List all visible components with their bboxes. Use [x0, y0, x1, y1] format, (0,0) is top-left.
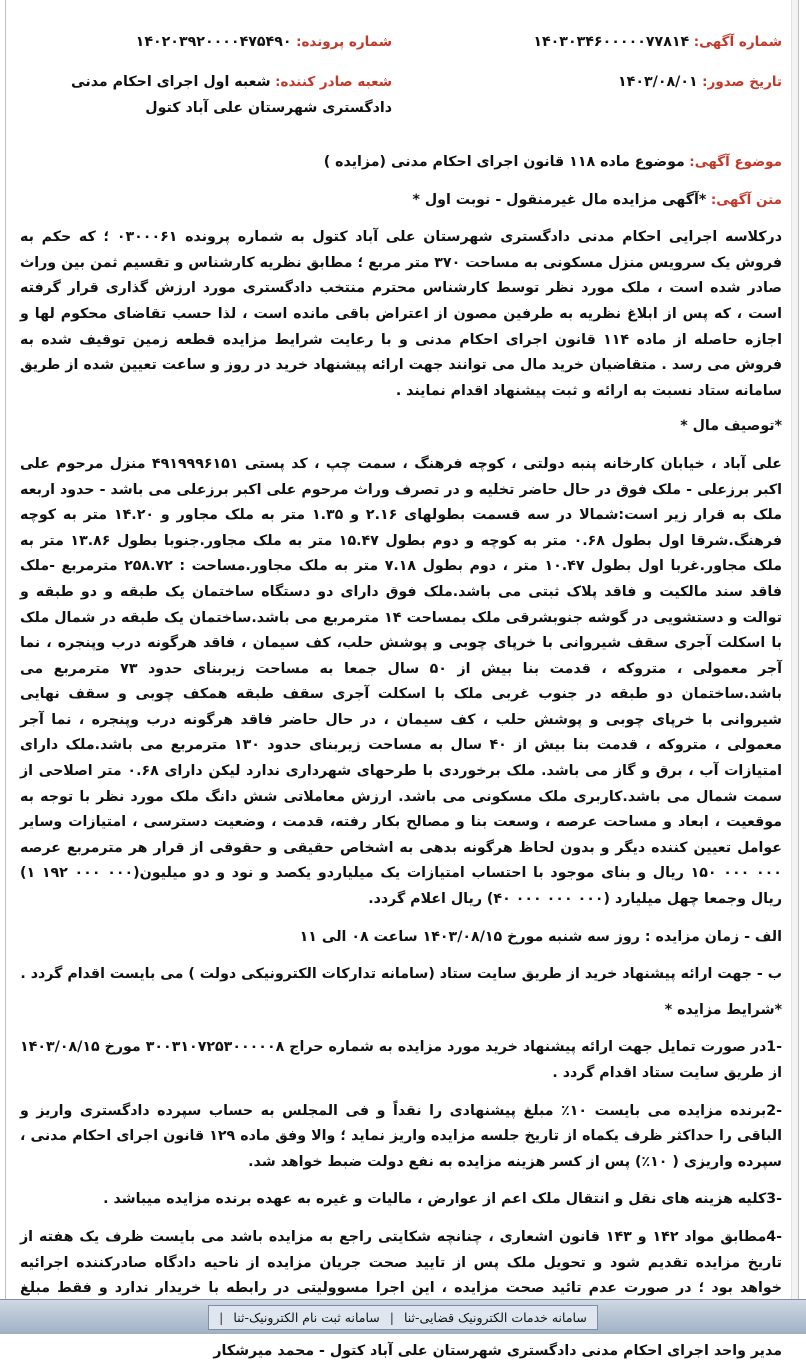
- issue-date-label: تاریخ صدور:: [702, 74, 782, 90]
- issuer-value: شعبه اول اجرای احکام مدنی دادگستری شهرستان علی آباد کتول: [71, 74, 392, 116]
- footer-separator: |: [389, 1309, 394, 1325]
- footer-separator-end: |: [219, 1309, 224, 1325]
- footer-link-sana-registration[interactable]: سامانه ثبت نام الکترونیک-ثنا: [233, 1309, 380, 1325]
- notice-meta: [20, 30, 782, 150]
- issuer: [2, 70, 392, 121]
- case-number: [136, 30, 392, 56]
- case-number-label: شماره پرونده:: [296, 34, 392, 50]
- condition-2: -2برنده مزایده می بایست ۱۰٪ مبلغ پیشنهادی را نقداً و فی المجلس به حساب سپرده دادگستری واریز و الباقی را حداکثر ظرف یکماه از تاریخ جلسه مزایده واریز نماید ؛ والا وفق ماده ۱۲۹ قانون اجرای احکام مدنی ، سپرده واریزی ( ۱۰٪) پس از کسر هزینه مزایده به نفع دولت ضبط خواهد شد.: [20, 1102, 782, 1170]
- footer-bar: [0, 1299, 806, 1334]
- auction-method: ب - جهت ارائه پیشنهاد خرید از طریق سایت ستاد (سامانه تدارکات الکترونیکی دولت ) می بایست اقدام گردد .: [20, 966, 782, 983]
- issue-date: [618, 70, 782, 96]
- footer-links: [208, 1305, 598, 1330]
- signature: مدیر واحد اجرای احکام مدنی دادگستری شهرستان علی آباد کتول - محمد میرشکار: [213, 1343, 782, 1360]
- notice-text-title: [20, 188, 782, 214]
- notice-subject: [20, 150, 782, 176]
- footer-link-sana-services[interactable]: سامانه خدمات الکترونیک قضایی-ثنا: [403, 1309, 587, 1325]
- subject-value: موضوع ماده ۱۱۸ قانون اجرای احکام مدنی (مزایده ): [323, 154, 685, 170]
- condition-4: -4مطابق مواد ۱۴۲ و ۱۴۳ قانون اشعاری ، چنانچه شکایتی راجع به مزایده باشد می بایست ظرف یک هفته از تاریخ مزایده تقدیم شود و تحویل ملک پس از تایید صحت جریان مزایده از ناحیه دادگاه صادرکننده اجرائیه خواهد بود ؛ در صورت عدم تائید صحت مزایده ، این اجرا مسوولیتی در رابطه با خریدار ندارد و فقط مبلغ: [20, 1228, 783, 1297]
- notice-number-value: ۱۴۰۳۰۳۴۶۰۰۰۰۰۷۷۸۱۴: [533, 34, 690, 50]
- subject-label: موضوع آگهی:: [689, 154, 782, 170]
- description-heading: *توصیف مال *: [680, 418, 782, 435]
- condition-1: -1در صورت تمایل جهت ارائه پیشنهاد خرید مورد مزایده به شماره حراج ۳۰۰۳۱۰۷۲۵۳۰۰۰۰۰۸ مورخ ۱۴۰۳/۰۸/۱۵ از طریق سایت ستاد اقدام گردد .: [20, 1039, 783, 1081]
- issue-date-value: ۱۴۰۳/۰۸/۰۱: [618, 74, 698, 90]
- notice-text-title-value: *آگهی مزایده مال غیرمنقول - نوبت اول *: [412, 191, 707, 208]
- conditions-heading: *شرایط مزایده *: [664, 1001, 782, 1018]
- notice-number: [533, 30, 782, 56]
- notice-content: [20, 30, 782, 1365]
- description-paragraph: علی آباد ، خیابان کارخانه پنبه دولتی ، کوچه فرهنگ ، سمت چپ ، کد پستی ۴۹۱۹۹۹۶۱۵۱ منزل مرحوم علی اکبر برزعلی - ملک فوق در حال حاضر تخلیه و در تصرف وراث مرحوم علی اکبر برزعلی می باشد - حدود اربعه ملک به قرار زیر است:شمالا در سه قسمت بطولهای ۲.۱۶ و ۱.۳۵ متر به ملک مجاور و ۱۴.۲۰ متر به کوچه فرهنگ.شرقا اول بطول ۰.۶۸ متر به کوچه و دوم بطول ۱۵.۴۷ متر به ملک مجاور.جنوبا بطول ۱۳.۸۶ متر به ملک مجاور.غربا اول بطول ۱۰.۴۷ متر ، دوم بطول ۷.۱۸ متر به ملک مجاور.مساحت : ۲۵۸.۷۲ مترمربع -ملک فاقد سند مالکیت و فاقد پلاک ثبتی می باشد.ملک فوق دارای دو دستگاه ساختمان یک طبقه و دو طبقه و توالت و دستشویی در گوشه جنوبشرقی ملک بمساحت ۱۴ مترمربع می باشد.ساختمان یک طبقه در شمال ملک با اسکلت آجری سقف شیروانی با خرپای چوبی و پوشش حلب، کف سیمان ، فاقد هرگونه درب وپنجره ، نما آجر معمولی ، متروکه ، قدمت بنا بیش از ۵۰ سال جمعا به مساحت زیربنای حدود ۷۳ مترمربع می باشد.ساختمان دو طبقه در جنوب غربی ملک با اسکلت آجری سقف طبقه همکف چوبی و سقف نهایی شیروانی با خرپای چوبی و پوشش حلب ، کف سیمان ، در حال حاضر فاقد هرگونه درب وپنجره ، نما آجر معمولی ، متروکه ، قدمت بنا بیش از ۴۰ سال به مساحت زیربنای حدود ۱۳۰ مترمربع می باشد.ملک دارای امتیازات آب ، برق و گاز می باشد. ملک برخوردی با طرحهای شهرداری ندارد لیکن دارای ۰.۶۸ متر اصلاحی از سمت شمال می باشد.کاربری ملک مسکونی می باشد. ارزش معاملاتی شش دانگ ملک مورد نظر با توجه به موقعیت ، ابعاد و مساحت عرصه ، وسعت بنا و مصالح بکار رفته، قدمت ، وضعیت دسترسی ، امتیازات وسایر عوامل تعیین کننده دیگر و بدون لحاظ هرگونه بدهی به اشخاص حقیقی و حقوقی از قرار هر مترمربع عرصه ۰۰۰ ۰۰۰ ۱۵۰ ریال و بنای موجود با احتساب امتیازات یک میلیاردو یکصد و نود و دو میلیون(۰۰۰ ۰۰۰ ۱۹۲ ۱) ریال وجمعا چهل میلیارد (۰۰۰ ۰۰۰ ۰۰۰ ۴۰) ریال اعلام گردد.: [20, 455, 783, 908]
- auction-time: الف - زمان مزایده : روز سه شنبه مورخ ۱۴۰۳/۰۸/۱۵ ساعت ۰۸ الی ۱۱: [299, 928, 782, 945]
- notice-number-label: شماره آگهی:: [693, 34, 782, 50]
- condition-3: -3کلیه هزینه های نقل و انتقال ملک اعم از عوارض ، مالیات و غیره به عهده برنده مزایده میباشد .: [103, 1191, 782, 1208]
- case-number-value: ۱۴۰۲۰۳۹۲۰۰۰۰۴۷۵۴۹۰: [135, 34, 292, 50]
- intro-paragraph: درکلاسه اجرایی احکام مدنی دادگستری شهرستان علی آباد کتول به شماره پرونده ۰۳۰۰۰۶۱ ؛ که حکم به فروش یک سرویس منزل مسکونی به مساحت ۳۷۰ متر مربع ؛ مطابق نظریه کارشناس و تقسیم ثمن بین وراث صادر شده است ، ملک مورد نظر توسط کارشناس محترم منتخب دادگستری مورد ارزش گذاری قرار گرفته است ، که پس از ابلاغ نظریه به طرفین مصون از اعتراض باقی مانده است ، لذا حسب تقاضای محکوم لها و اجازه حاصله از ماده ۱۱۴ قانون اجرای احکام مدنی و با رعایت شرایط مزایده قطعه زمین توقیف شده به فروش می رسد . متقاضیان خرید مال می توانند جهت ارائه پیشنهاد خرید در روز و ساعت تعیین شده از طریق سامانه ستاد نسبت به ارائه و ثبت پیشنهاد اقدام نمایند .: [20, 229, 783, 399]
- vertical-scrollbar[interactable]: [791, 0, 798, 1300]
- issuer-label: شعبه صادر کننده:: [275, 74, 392, 90]
- notice-text-label: متن آگهی:: [710, 191, 782, 208]
